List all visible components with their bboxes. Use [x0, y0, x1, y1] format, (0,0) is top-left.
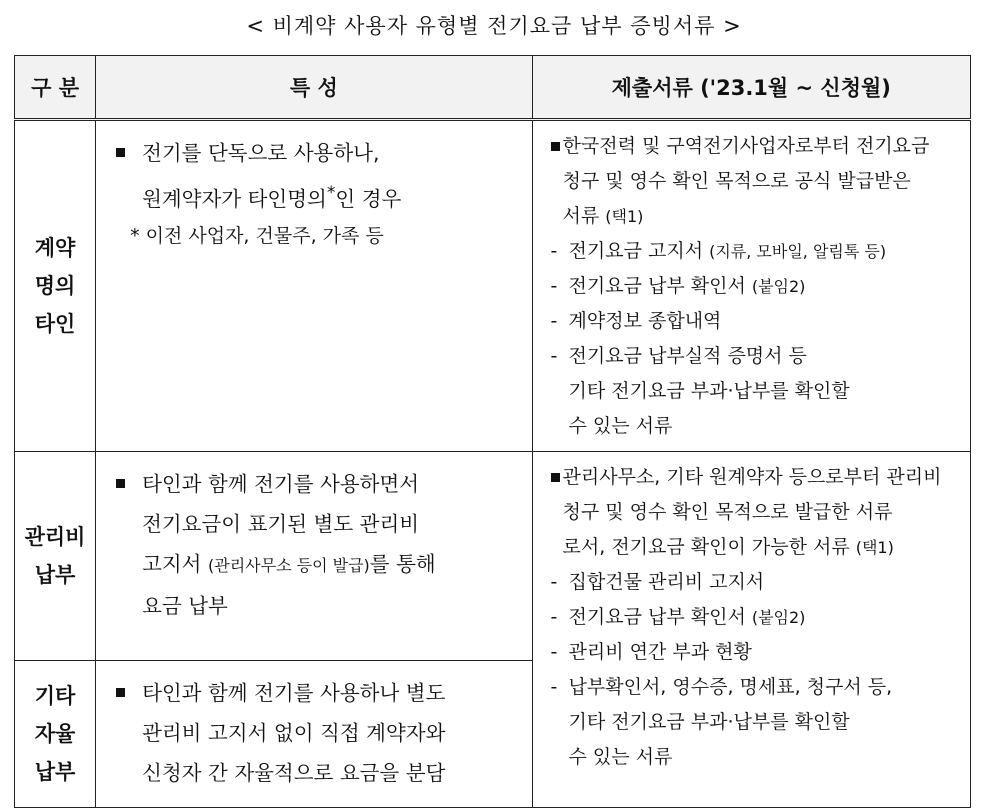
list-item: - 전기요금 납부 확인서 (붙임2)	[550, 606, 806, 628]
table-row	[15, 120, 971, 452]
feature-text: 타인과 함께 전기를 사용하나 별도 관리비 고지서 없이 직접 계약자와 신청자 간 자율적으로 요금을 분담	[116, 673, 521, 793]
bullet-square-icon	[551, 142, 560, 151]
header-category: 구 분	[15, 56, 96, 120]
list-item-continued: 기타 전기요금 부과·납부를 확인할	[568, 711, 850, 733]
header-feature: 특 성	[96, 56, 532, 120]
list-item-continued: 기타 전기요금 부과·납부를 확인할	[568, 380, 850, 402]
list-item: - 전기요금 납부 확인서 (붙임2)	[550, 275, 806, 297]
list-item: - 집합건물 관리비 고지서	[550, 571, 765, 593]
list-item: - 전기요금 고지서 (지류, 모바일, 알림톡 등)	[550, 240, 887, 262]
list-item-continued: 수 있는 서류	[568, 415, 673, 437]
docs-lead: 관리사무소, 기타 원계약자 등으로부터 관리비 청구 및 영수 확인 목적으로 발급한 서류 로서, 전기요금 확인이 가능한 서류 (택1)	[551, 460, 964, 565]
page-title: < 비계약 사용자 유형별 전기요금 납부 증빙서류 >	[246, 14, 742, 38]
list-item: - 납부확인서, 영수증, 명세표, 청구서 등,	[550, 676, 893, 698]
feature-cell	[96, 661, 532, 808]
category-cell: 관리비 납부	[15, 452, 96, 661]
list-item: - 관리비 연간 부과 현황	[550, 641, 752, 663]
docs-lead: 한국전력 및 구역전기사업자로부터 전기요금 청구 및 영수 확인 목적으로 공식 발급받은 서류 (택1)	[551, 129, 964, 234]
table-row	[15, 452, 971, 661]
category-cell: 기타 자율 납부	[15, 661, 96, 808]
footnote: * 이전 사업자, 건물주, 가족 등	[130, 224, 384, 247]
list-item: - 계약정보 종합내역	[550, 310, 722, 332]
bullet-square-icon	[116, 148, 125, 157]
feature-cell	[96, 120, 532, 452]
feature-text: 타인과 함께 전기를 사용하면서 전기요금이 표기된 별도 관리비 고지서 (관리사무소 등이 발급)를 통해 요금 납부	[116, 464, 521, 626]
bullet-square-icon	[551, 473, 560, 482]
list-item: - 전기요금 납부실적 증명서 등	[550, 345, 807, 367]
bullet-square-icon	[116, 688, 125, 697]
docs-table	[14, 55, 971, 808]
docs-cell	[532, 452, 970, 808]
feature-text: 전기를 단독으로 사용하나, 원계약자가 타인명의*인 경우	[116, 133, 521, 219]
header-docs: 제출서류 ('23.1월 ~ 신청월)	[532, 56, 970, 120]
footnote-mark: *	[326, 183, 336, 203]
list-item-continued: 수 있는 서류	[568, 746, 673, 768]
category-cell: 계약 명의 타인	[15, 120, 96, 452]
feature-cell	[96, 452, 532, 661]
docs-cell	[532, 120, 970, 452]
bullet-square-icon	[116, 479, 125, 488]
